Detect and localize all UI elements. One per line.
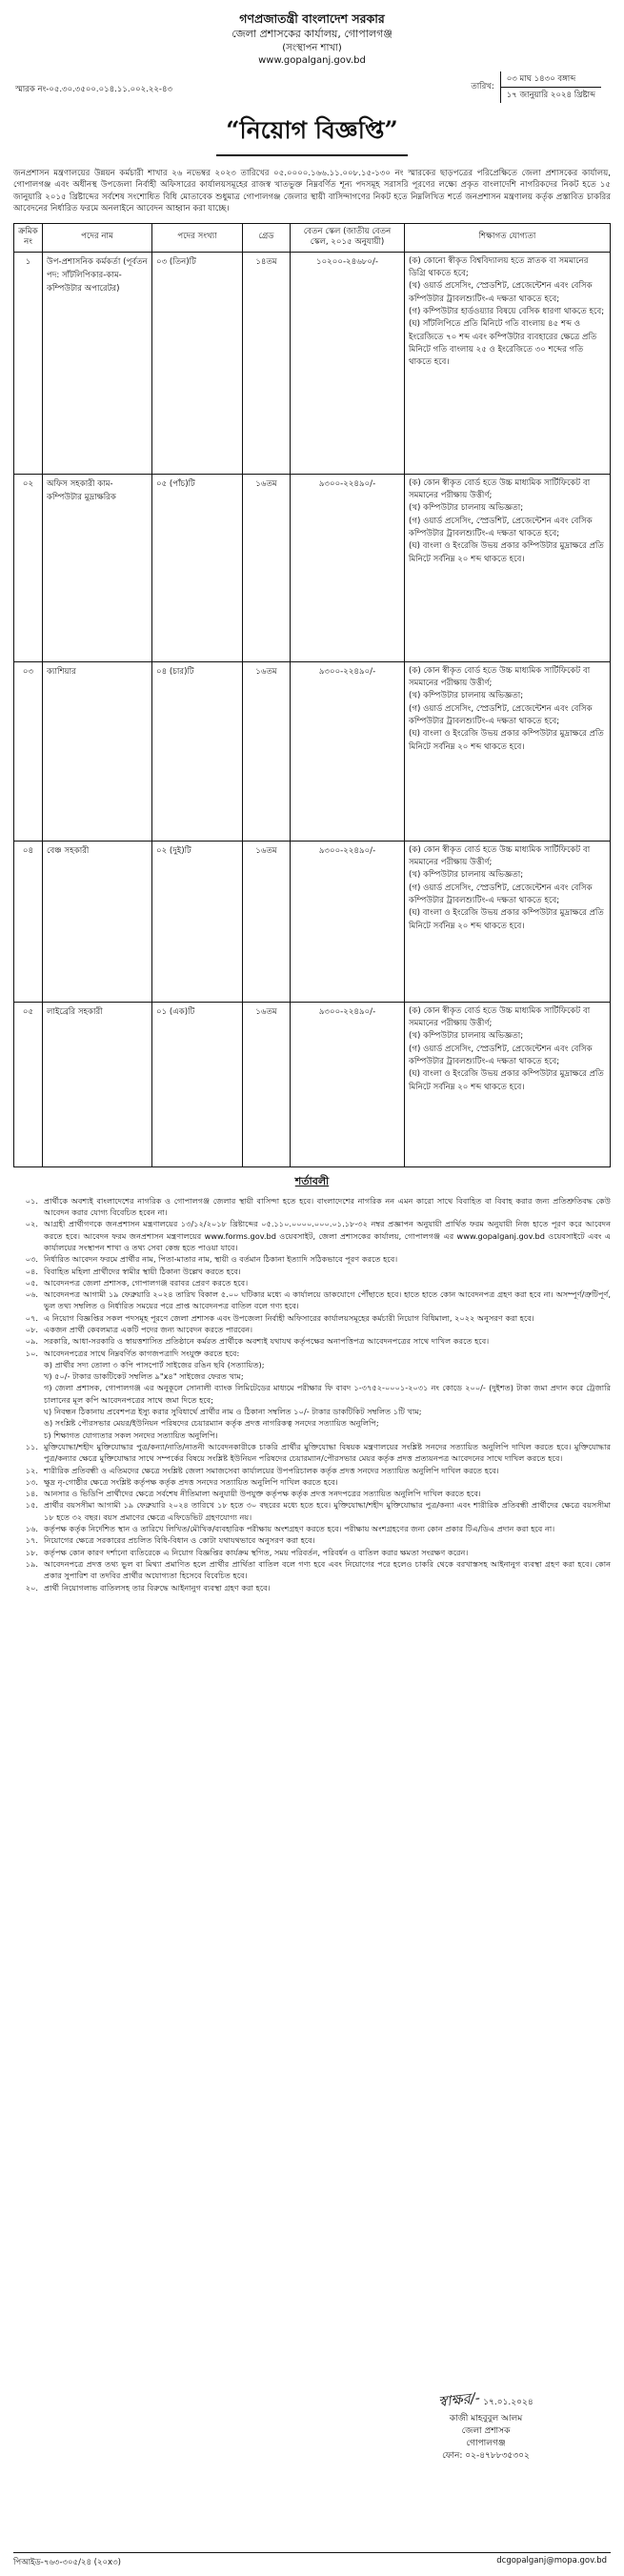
condition-item [13, 1382, 611, 1406]
condition-text: প্রার্থীর বয়সসীমা আগামী ১৯ ফেব্রুয়ারি ২০২৪ তারিখে ১৮ হতে ৩০ বছরের মধ্যে হতে হবে। মুক্তিযোদ্ধা/শহীদ মুক্তিযোদ্ধার পুত্র/কন্যা এবং শারীরিক প্রতিবন্ধী প্রার্থীদের ক্ষেত্রে বয়সসীমা ১৮ হতে ৩২ বছর। বয়স প্রমাণের ক্ষেত্রে এফিডেভিট গ্রহণযোগ্য নয়। [44, 1500, 611, 1522]
condition-item [13, 1266, 611, 1277]
condition-number: ১৬. [25, 1524, 38, 1534]
condition-number: ০৯. [25, 1336, 38, 1347]
qualification-line: (খ) কম্পিউটার চালনায় অভিজ্ঞতা; [409, 870, 524, 881]
condition-number: ০৪. [25, 1266, 38, 1276]
condition-item [13, 1476, 611, 1488]
condition-text: চ) শিক্ষাগত যোগ্যতার সকল সনদের সত্যায়িত অনুলিপি। [44, 1430, 218, 1440]
condition-number [13, 1359, 44, 1370]
qualification-line: (ঘ) সাঁটলিপিতে প্রতি মিনিটে গতি বাংলায় ৪৫ শব্দ ও ইংরেজিতে ৭০ শব্দ এবং কম্পিউটার ব্যবহারের ক্ষেত্রে প্রতি মিনিটে গতি বাংলায় ২৫ ও ইংরেজিতে ৩০ শব্দের গতি থাকতে হবে। [409, 319, 597, 368]
qualification-line: (ঘ) বাংলা ও ইংরেজি উভয় প্রকার কম্পিউটার মুদ্রাক্ষরে প্রতি মিনিটে সর্বনিম্ন ২০ শব্দ থাকতে হবে। [409, 1069, 604, 1092]
notice-title [13, 112, 611, 156]
condition-number: ১৫. [25, 1500, 38, 1511]
condition-item [13, 1359, 611, 1370]
cell-scale: ১০২০০-২৪৬৮০/- [291, 252, 405, 474]
qualification-line: (গ) ওয়ার্ড প্রসেসিং, স্প্রেডশিট, প্রেজেন্টেশন এবং বেসিক কম্পিউটার ট্রাবলশ্যুটিং-এ দক্ষতা থাকতে হবে; [409, 703, 593, 726]
condition-text: একজন প্রার্থী কেবলমাত্র একটি পদের জন্য আবেদন করতে পারবেন। [44, 1324, 253, 1334]
condition-text: ঙ) সংশ্লিষ্ট পৌরসভার মেয়র/ইউনিয়ন পরিষদের চেয়ারম্যান কর্তৃক প্রদত্ত নাগরিকত্ব সনদের সত্যায়িত অনুলিপি; [44, 1418, 379, 1429]
condition-number: ১৪. [25, 1489, 38, 1499]
condition-text: আবেদনপত্রে প্রদত্ত তথ্য ভুল বা মিথ্যা প্রমাণিত হলে প্রার্থীর প্রার্থিতা বাতিল বলে গণ্য হবে এবং নিয়োগের পরে হলেও চাকরি থেকে বরখাস্তসহ আইনানুগ ব্যবস্থা গ্রহণ করা হবে। কোন প্রকার সুপারিশ বা তদবির প্রার্থীর অযোগ্যতা হিসেবে বিবেচিত হবে। [44, 1558, 611, 1581]
condition-item [13, 1488, 611, 1499]
qualification-line: (ঘ) বাংলা ও ইংরেজি উভয় প্রকার কম্পিউটার মুদ্রাক্ষরে প্রতি মিনিটে সর্বনিম্ন ২০ শব্দ থাকতে হবে। [409, 541, 604, 564]
th-serial: ক্রমিক নং [14, 223, 43, 252]
cell-post: অফিস সহকারী কাম-কম্পিউটার মুদ্রাক্ষরিক [43, 474, 152, 661]
qualification-line: (ঘ) বাংলা ও ইংরেজি উভয় প্রকার কম্পিউটার মুদ্রাক্ষরে প্রতি মিনিটে সর্বনিম্ন ২০ শব্দ থাকতে হবে। [409, 908, 604, 931]
table-row [14, 841, 611, 1002]
cell-count: ০১ (এক)টি [152, 1002, 243, 1166]
condition-item [13, 1288, 611, 1312]
cell-grade: ১৬তম [243, 474, 291, 661]
cell-grade: ১৪তম [243, 252, 291, 474]
condition-text: ক) প্রার্থীর সদ্য তোলা ৩ কপি পাসপোর্ট সাইজের রঙিন ছবি (সত্যায়িত); [44, 1359, 265, 1369]
qualification-line: (খ) কম্পিউটার চালনায় অভিজ্ঞতা; [409, 503, 524, 514]
cell-scale: ৯৩০০-২২৪৯০/- [291, 474, 405, 661]
condition-item [13, 1324, 611, 1335]
website: www.gopalganj.gov.bd [258, 55, 366, 67]
condition-number [13, 1382, 44, 1406]
condition-text: নির্ধারিত আবেদন ফরমে প্রার্থীর নাম, পিতা-মাতার নাম, স্থায়ী ও বর্তমান ঠিকানা ইত্যাদি সঠিকভাবে পূরণ করতে হবে। [44, 1254, 398, 1265]
condition-number: ১১. [25, 1441, 38, 1451]
condition-item [13, 1558, 611, 1582]
cell-serial: ০২ [14, 474, 43, 661]
signatory-designation: জেলা প্রশাসক [461, 2425, 511, 2436]
condition-text: মুক্তিযোদ্ধা/শহীদ মুক্তিযোদ্ধার পুত্র/কন্যা/নাতি/নাতনী আবেদনকারীকে চাকরি প্রার্থীর মুক্তিযোদ্ধা বিষয়ক মন্ত্রণালয়ের সংশ্লিষ্ট সনদের সত্যায়িত অনুলিপি দাখিল করতে হবে। মুক্তিযোদ্ধার পুত্র/কন্যার ক্ষেত্রে মুক্তিযোদ্ধার সাথে সম্পর্কের বিষয়ে সংশ্লিষ্ট ইউনিয়ন পরিষদের চেয়ারম্যান/পৌরসভার মেয়র কর্তৃক প্রদত্ত প্রত্যয়নপত্র আবেদনের সাথে দাখিল করতে হবে। [44, 1441, 611, 1464]
cell-qualification [405, 1002, 611, 1166]
condition-text: শারীরিক প্রতিবন্ধী ও এতিমদের ক্ষেত্রে সংশ্লিষ্ট জেলা সমাজসেবা কার্যালয়ের উপপরিচালক কর্তৃক প্রদত্ত সনদের সত্যায়িত অনুলিপি দাখিল করতে হবে। [44, 1465, 499, 1475]
condition-item [13, 1348, 611, 1359]
qualification-line: (খ) ওয়ার্ড প্রসেসিং, স্প্রেডশিট, প্রেজেন্টেশন এবং বেসিক কম্পিউটার ট্রাবলশ্যুটিং-এ দক্ষতা থাকতে হবে; [409, 281, 593, 304]
condition-text: আবেদনপত্র আগামী ১৯ ফেব্রুয়ারি ২০২৪ তারিখ বিকাল ৫.০০ ঘটিকার মধ্যে এ কার্যালয়ে ডাকযোগে পৌঁছাতে হবে। হাতে হাতে কোন আবেদনপত্র গ্রহণ করা হবে না। অসম্পূর্ণ/ত্রুটিপূর্ণ, ভুল তথ্য সম্বলিত ও নির্ধারিত সময়ের পরে প্রাপ্ত আবেদনপত্র বাতিল বলে গণ্য হবে। [44, 1289, 611, 1311]
condition-number [13, 1430, 44, 1441]
condition-item [13, 1218, 611, 1253]
signature-date: ১৭.০১.২০২৪ [483, 2398, 533, 2407]
footer-email: dcgopalganj@mopa.gov.bd [496, 2556, 607, 2566]
table-row [14, 474, 611, 661]
condition-item [13, 1547, 611, 1558]
condition-item [13, 1253, 611, 1265]
cell-grade: ১৬তম [243, 661, 291, 841]
cell-grade: ১৬তম [243, 1002, 291, 1166]
condition-text: প্রার্থীকে অবশ্যই বাংলাদেশের নাগরিক ও গোপালগঞ্জ জেলার স্থায়ী বাসিন্দা হতে হবে। বাংলাদেশের নাগরিক নন এমন কারো সাথে বিবাহিত বা বিবাহ করার জন্য প্রতিশ্রুতিবদ্ধ কেউ আবেদন করার যোগ্য বিবেচিত হবেন না। [44, 1195, 611, 1218]
qualification-line: (ক) কোন স্বীকৃত বোর্ড হতে উচ্চ মাধ্যমিক সার্টিফিকেট বা সমমানের পরীক্ষায় উত্তীর্ণ; [409, 1005, 591, 1029]
condition-item [13, 1370, 611, 1382]
cell-count: ০২ (দুই)টি [152, 841, 243, 1002]
signatory-office: গোপালগঞ্জ [466, 2438, 506, 2448]
office-name: জেলা প্রশাসকের কার্যালয়, গোপালগঞ্জ [231, 27, 393, 40]
condition-item [13, 1417, 611, 1429]
condition-text: ক্ষুদ্র নৃ-গোষ্ঠীর ক্ষেত্রে সংশ্লিষ্ট কর্তৃপক্ষ কর্তৃক প্রদত্ত সনদের সত্যায়িত অনুলিপি দাখিল করতে হবে। [44, 1476, 338, 1487]
conditions-list [13, 1195, 611, 1593]
th-grade: গ্রেড [243, 223, 291, 252]
condition-number [13, 1406, 44, 1417]
condition-number: ১৭. [25, 1535, 38, 1546]
qualification-line: (ক) কোন স্বীকৃত বোর্ড হতে উচ্চ মাধ্যমিক সার্টিফিকেট বা সমমানের পরীক্ষায় উত্তীর্ণ; [409, 477, 591, 501]
cell-qualification [405, 252, 611, 474]
condition-text: আনসার ও ভিডিপি প্রার্থীদের ক্ষেত্রে সর্বশেষ নীতিমালা অনুযায়ী উপযুক্ত কর্তৃপক্ষ কর্তৃক প্রদত্ত সনদপত্রের সত্যায়িত অনুলিপি দাখিল করতে হবে। [44, 1489, 481, 1499]
qualification-line: (গ) কম্পিউটার হার্ডওয়্যার বিষয়ে বেসিক ধারণা থাকতে হবে; [409, 306, 605, 316]
condition-item [13, 1335, 611, 1347]
cell-post: উপ-প্রশাসনিক কর্মকর্তা (পূর্বতন পদ: সাঁটলিপিকার-কাম-কম্পিউটার অপারেটর) [43, 252, 152, 474]
condition-text: এ নিয়োগ বিজ্ঞপ্তির সকল পদসমূহ পূরণে জেলা প্রশাসক এবং উপজেলা নির্বাহী অফিসারের কার্যালয়সমূহের কর্মচারী নিয়োগ বিধিমালা, ২০২২ অনুসরণ করা হবে। [44, 1312, 534, 1323]
signature-block [405, 2390, 567, 2463]
condition-item [13, 1582, 611, 1593]
condition-item [13, 1430, 611, 1441]
intro-paragraph: জনপ্রশাসন মন্ত্রণালয়ের উন্নয়ন কর্মচারী শাখার ২৬ নভেম্বর ২০২৩ তারিখের ০৫.০০০০.১৬৬.১১.০০৮.১৫-১৩০ নং স্মারকের ছাড়পত্রের পরিপ্রেক্ষিতে জেলা প্রশাসকের কার্যালয়, গোপালগঞ্জ এবং অধীনস্থ উপজেলা নির্বাহী অফিসারের কার্যালয়সমূহের রাজস্ব খাতভুক্ত নিম্নবর্ণিত শূন্য পদসমূহ সরাসরি পূরণের লক্ষ্যে প্রকৃত বাংলাদেশি নাগরিকদের নিকট হতে ১৫ জানুয়ারি ২০১৫ খ্রিষ্টাব্দের সর্বশেষ সংশোধিত বিধি মোতাবেক শুধুমাত্র গোপালগঞ্জ জেলার স্থায়ী বাসিন্দাগণের নিকট হতে নিম্নলিখিত শর্তে জনপ্রশাসন মন্ত্রণালয় কর্তৃক প্রস্তাবিত চাকরির আবেদনের নির্ধারিত ফরমে অনলাইনে আবেদন আহ্বান করা যাচ্ছে। [13, 168, 611, 214]
cell-scale: ৯৩০০-২২৪৯০/- [291, 841, 405, 1002]
condition-text: আবেদনপত্র জেলা প্রশাসক, গোপালগঞ্জ বরাবর প্রেরণ করতে হবে। [44, 1277, 249, 1288]
condition-number: ০৬. [25, 1289, 38, 1300]
condition-number: ০৮. [25, 1324, 38, 1334]
th-scale: বেতন স্কেল (জাতীয় বেতন স্কেল, ২০১৫ অনুযায়ী) [291, 223, 405, 252]
table-row [14, 661, 611, 841]
table-header-row [14, 223, 611, 252]
section-name: (সংস্থাপন শাখা) [282, 42, 342, 53]
date-label: তারিখ: [465, 71, 500, 103]
condition-number: ১৯. [25, 1558, 38, 1569]
condition-text: খ) ৫০/- টাকার ডাকটিকেট সম্বলিত ৯"x৪" সাইজের ফেরত খাম; [44, 1371, 244, 1382]
th-count: পদের সংখ্যা [152, 223, 243, 252]
cell-count: ০৫ (পাঁচ)টি [152, 474, 243, 661]
th-qualification: শিক্ষাগত যোগ্যতা [405, 223, 611, 252]
condition-item [13, 1499, 611, 1523]
condition-number: ২০. [25, 1582, 38, 1592]
cell-post: ক্যাশিয়ার [43, 661, 152, 841]
condition-text: বিবাহিত মহিলা প্রার্থীদের স্বামীর স্থায়ী ঠিকানা উল্লেখ করতে হবে। [44, 1266, 241, 1276]
signatory-phone: ফোন: ০২-৪৭৮৮৩৫৩০২ [442, 2450, 530, 2461]
cell-post: লাইব্রেরি সহকারী [43, 1002, 152, 1166]
cell-scale: ৯৩০০-২২৪৯০/- [291, 661, 405, 841]
cell-qualification [405, 474, 611, 661]
condition-item [13, 1312, 611, 1324]
cell-scale: ৯৩০০-২২৪৯০/- [291, 1002, 405, 1166]
condition-item [13, 1406, 611, 1417]
notice-page [13, 11, 611, 1593]
qualification-line: (ক) কোনো স্বীকৃত বিশ্ববিদ্যালয় হতে স্নাতক বা সমমানের ডিগ্রি থাকতে হবে; [409, 255, 589, 279]
memo-reference: স্মারক নং-০৫.৩০.৩৫০০.০১৪.১১.০০২.২২-৪৩ [15, 84, 173, 94]
cell-serial: ০৩ [14, 661, 43, 841]
conditions-title: শর্তাবলী [294, 1174, 330, 1187]
condition-item [13, 1441, 611, 1465]
condition-number [13, 1417, 44, 1429]
cell-serial: ১ [14, 252, 43, 474]
qualification-line: (গ) ওয়ার্ড প্রসেসিং, স্প্রেডশিট, প্রেজেন্টেশন এবং বেসিক কম্পিউটার ট্রাবলশ্যুটিং-এ দক্ষতা থাকতে হবে; [409, 882, 593, 905]
condition-text: গ) জেলা প্রশাসক, গোপালগঞ্জ এর অনুকূলে সোনালী ব্যাংক লিমিটেডের মাধ্যমে পরীক্ষার ফি বাবদ ১-৩৭৫২-০০০১-২০৩১ নং কোডে ২০০/- (দুইশত) টাকা জমা প্রদান করে ট্রেজারি চালানের মূল কপি আবেদনপত্রের সাথে জমা দিতে হবে; [44, 1383, 611, 1405]
condition-text: নিয়োগের ক্ষেত্রে সরকারের প্রচলিত বিধি-বিধান ও কোটা যথাযথভাবে অনুসরণ করা হবে। [44, 1535, 315, 1546]
cell-qualification [405, 841, 611, 1002]
condition-number: ০২. [25, 1219, 38, 1229]
qualification-line: (ক) কোন স্বীকৃত বোর্ড হতে উচ্চ মাধ্যমিক সার্টিফিকেট বা সমমানের পরীক্ষায় উত্তীর্ণ; [409, 665, 591, 689]
condition-text: প্রার্থী নিয়োগলাভ বাতিলসহ তার বিরুদ্ধে আইনানুগ ব্যবস্থা গ্রহণ করা হবে। [44, 1582, 271, 1592]
condition-number: ১৮. [25, 1547, 38, 1557]
condition-number: ১৩. [25, 1476, 38, 1487]
table-row [14, 252, 611, 474]
cell-count: ০৩ (তিন)টি [152, 252, 243, 474]
gov-name: গণপ্রজাতন্ত্রী বাংলাদেশ সরকার [239, 11, 385, 26]
cell-serial: ০৫ [14, 1002, 43, 1166]
condition-text: আগ্রহী প্রার্থীগণকে জনপ্রশাসন মন্ত্রণালয়ের ১৩/১২/২০১৮ খ্রিষ্টাব্দের ০৫.১১০.০০০০.০০০.০১.১৮-৩২ নম্বর প্রজ্ঞাপন অনুযায়ী প্রার্থিত ফরম অনুযায়ী নিজ হাতে পূরণ করে আবেদন করতে হবে। আবেদন ফরম জনপ্রশাসন মন্ত্রণালয়ের www.forms.gov.bd ওয়েবসাইট, জেলা প্রশাসকের কার্যালয়, গোপালগঞ্জ এর www.gopalganj.gov.bd ওয়েবসাইটে এবং এ কার্যালয়ের সংস্থাপন শাখা ও তথ্য সেবা কেন্দ্র হতে পাওয়া যাবে। [44, 1219, 611, 1252]
cell-serial: ০৪ [14, 841, 43, 1002]
condition-item [13, 1195, 611, 1219]
condition-number: ০১. [25, 1195, 38, 1206]
condition-text: সরকারি, আধা-সরকারি ও স্বায়ত্তশাসিত প্রতিষ্ঠানে কর্মরত প্রার্থীকে অবশ্যই যথাযথ কর্তৃপক্ষের অনাপত্তিপত্র আবেদনপত্রের সাথে দাখিল করতে হবে। [44, 1336, 490, 1347]
date-bangla: ০৩ মাঘ ১৪৩০ বঙ্গাব্দ [500, 71, 601, 88]
condition-number [13, 1370, 44, 1382]
memo-row [13, 70, 611, 98]
qualification-line: (খ) কম্পিউটার চালনায় অভিজ্ঞতা; [409, 691, 524, 701]
posts-table [13, 223, 611, 1167]
footer [13, 2552, 611, 2569]
condition-number: ১০. [25, 1348, 38, 1358]
condition-text: ঘ) নিবন্ধন ঠিকানায় প্রবেশপত্র ইস্যু করার সুবিধার্থে প্রার্থীর নাম ও ঠিকানা সম্বলিত ১০/- টাকার ডাকটিকিট সম্বলিত ১টি খাম; [44, 1407, 422, 1417]
condition-item [13, 1465, 611, 1476]
condition-text: আবেদনপত্রের সাথে নিম্নবর্ণিত কাগজপত্রাদি সংযুক্ত করতে হবে: [44, 1348, 240, 1358]
condition-number: ০৭. [25, 1312, 38, 1323]
condition-number: ০৫. [25, 1277, 38, 1288]
memo-date [465, 71, 601, 103]
cell-count: ০৪ (চার)টি [152, 661, 243, 841]
cell-post: বেঞ্চ সহকারী [43, 841, 152, 1002]
condition-number: ১২. [25, 1465, 38, 1475]
signatory-name: কাজী মাহবুবুল আলম [449, 2413, 523, 2424]
notice-title-text: “নিয়োগ বিজ্ঞপ্তি” [216, 112, 408, 156]
condition-item [13, 1277, 611, 1288]
condition-item [13, 1523, 611, 1534]
qualification-line: (গ) ওয়ার্ড প্রসেসিং, স্প্রেডশিট, প্রেজেন্টেশন এবং বেসিক কম্পিউটার ট্রাবলশ্যুটিং-এ দক্ষতা থাকতে হবে; [409, 516, 593, 538]
date-english: ১৭ জানুয়ারি ২০২৪ খ্রিষ্টাব্দ [506, 90, 595, 100]
condition-number: ০৩. [25, 1254, 38, 1265]
condition-item [13, 1534, 611, 1546]
table-row [14, 1002, 611, 1166]
condition-text: কর্তৃপক্ষ কোন কারণ দর্শানো ব্যতিরেকে এ নিয়োগ বিজ্ঞপ্তির কার্যক্রম স্থগিত, সময় পরিবর্তন, পরিবর্ধন ও বাতিল করার ক্ষমতা সংরক্ষণ করেন। [44, 1547, 469, 1557]
signature-scrawl: স্বাক্ষর/- [437, 2388, 482, 2411]
footer-code: পিআইড-৭৬৩-৩০৫/২৪ (২০x৩) [13, 2558, 121, 2567]
qualification-line: (খ) কম্পিউটার চালনায় অভিজ্ঞতা; [409, 1031, 524, 1042]
office-header [13, 11, 611, 68]
cell-grade: ১৬তম [243, 841, 291, 1002]
qualification-line: (ক) কোন স্বীকৃত বোর্ড হতে উচ্চ মাধ্যমিক সার্টিফিকেট বা সমমানের পরীক্ষায় উত্তীর্ণ; [409, 844, 591, 868]
cell-qualification [405, 661, 611, 841]
qualification-line: (গ) ওয়ার্ড প্রসেসিং, স্প্রেডশিট, প্রেজেন্টেশন এবং বেসিক কম্পিউটার ট্রাবলশ্যুটিং-এ দক্ষতা থাকতে হবে; [409, 1044, 593, 1066]
qualification-line: (ঘ) বাংলা ও ইংরেজি উভয় প্রকার কম্পিউটার মুদ্রাক্ষরে প্রতি মিনিটে সর্বনিম্ন ২০ শব্দ থাকতে হবে। [409, 729, 604, 752]
condition-text: কর্তৃপক্ষ কর্তৃক নির্দেশিত স্থান ও তারিখে লিখিত/মৌখিক/ব্যবহারিক পরীক্ষায় অংশগ্রহণ করতে হবে। পরীক্ষায় অংশগ্রহণের জন্য কোন প্রকার টিএ/ডিএ প্রদান করা হবে না। [44, 1524, 555, 1534]
th-post: পদের নাম [43, 223, 152, 252]
